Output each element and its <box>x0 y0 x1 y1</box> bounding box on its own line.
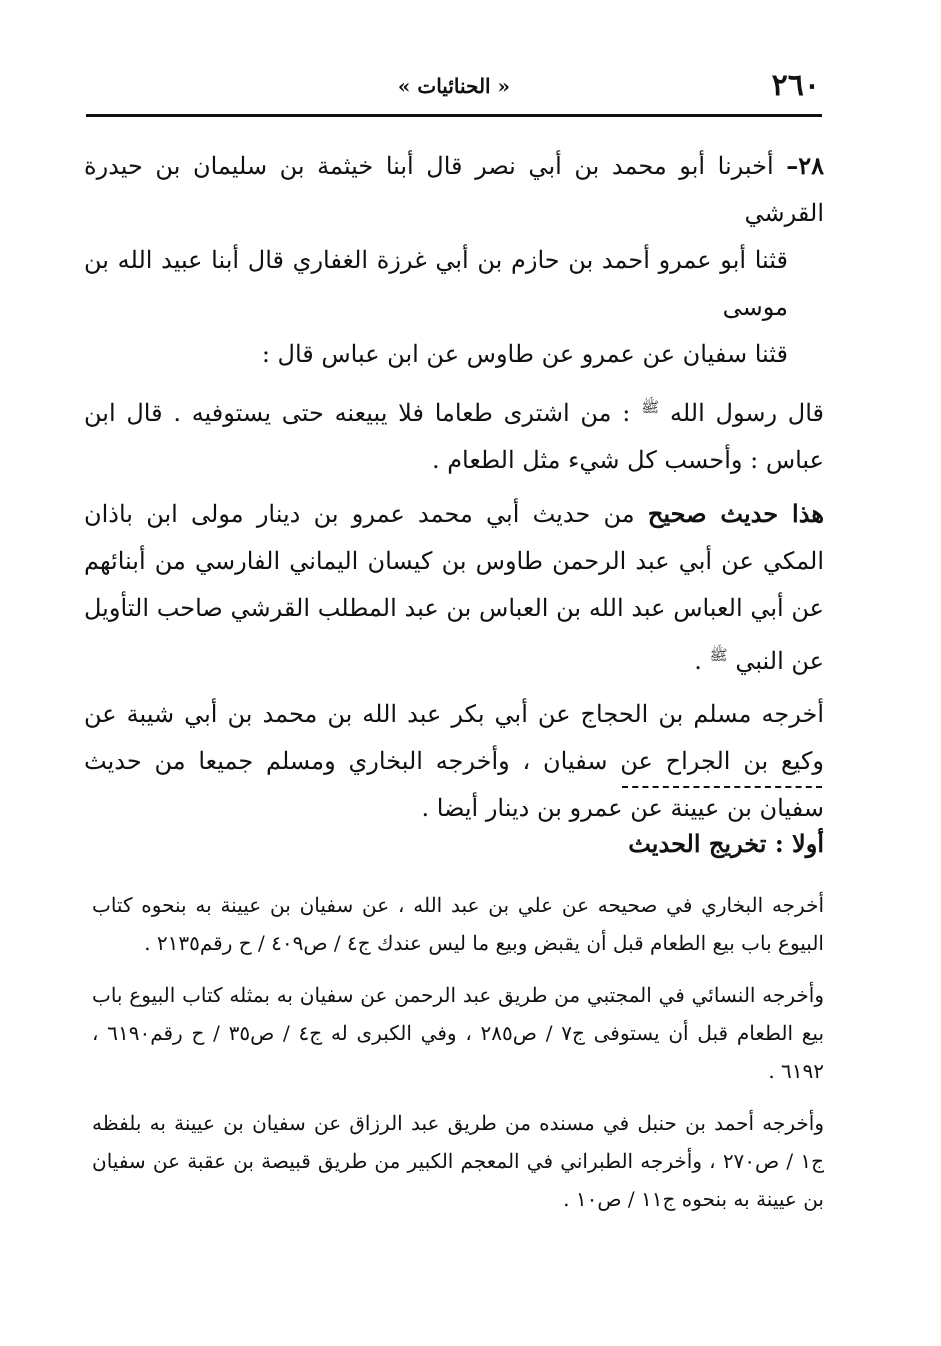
hadith-number: ٢٨– <box>786 151 824 180</box>
isnad-text-1: أخبرنا أبو محمد بن أبي نصر قال أبنا خيثمة بن سليمان بن حيدرة القرشي <box>84 152 824 227</box>
grading-end: . <box>694 647 702 675</box>
isnad-line-3: قثنا سفيان عن عمرو عن طاوس عن ابن عباس قال : <box>261 340 788 368</box>
running-title: « الحنائيات » <box>397 74 511 98</box>
footnotes <box>92 820 824 1232</box>
matn-text-after: : من اشترى طعاما فلا يبيعنه حتى يستوفيه . قال ابن عباس : وأحسب كل شيء مثل الطعام . <box>84 399 824 474</box>
grading-paragraph <box>84 490 824 685</box>
footnote-item: وأخرجه أحمد بن حنبل في مسنده من طريق عبد الرزاق عن سفيان بن عيينة به بلفظه ج١ / ص٢٧٠ ، وأخرجه الطبراني في المعجم الكبير من طريق قبيصة بن عقبة عن سفيان بن عيينة به بنحوه ج١١ / ص١٠ . <box>92 1111 824 1211</box>
matn-paragraph <box>84 384 824 484</box>
page-header <box>88 66 820 110</box>
page-number: ٢٦٠ <box>771 68 820 103</box>
main-text <box>84 142 824 838</box>
matn-text-before: قال رسول الله <box>669 399 825 427</box>
footnote-item: وأخرجه النسائي في المجتبي من طريق عبد الرحمن عن سفيان به بمثله كتاب البيوع باب بيع الطعام قبل أن يستوفى ج٧ / ص٢٨٥ ، وفي الكبرى له ج٤ / ص٣٥ / ح رقم٦١٩٠ ، ٦١٩٢ . <box>92 983 825 1083</box>
header-rule <box>86 114 822 117</box>
takhrij-paragraph: أخرجه مسلم بن الحجاج عن أبي بكر عبد الله بن محمد بن أبي شيبة عن وكيع بن الجراح عن سفيان ، وأخرجه البخاري ومسلم جميعا من حديث سفيان بن عيينة عن عمرو بن دينار أيضا . <box>84 700 824 822</box>
salawat-symbol: ﷺ <box>709 646 728 664</box>
isnad-line-2: قثنا أبو عمرو أحمد بن حازم بن أبي غرزة الغفاري قال أبنا عبيد الله بن موسى <box>84 246 788 321</box>
footnote-item: أخرجه البخاري في صحيحه عن علي بن عبد الله ، عن سفيان بن عيينة به بنحوه كتاب البيوع باب بيع الطعام قبل أن يقبض وبيع ما ليس عندك ج٤ / ص٤٠٩ / ح رقم٢١٣٥ . <box>92 893 824 955</box>
isnad-line-1 <box>84 142 824 237</box>
grading-text: من حديث أبي محمد عمرو بن دينار مولى ابن باذان المكي عن أبي عبد الرحمن طاوس بن كيسان اليماني الفارسي من أبنائهم عن أبي العباس عبد الله بن العباس بن عبد المطلب القرشي صاحب التأويل عن النبي <box>84 500 824 675</box>
isnad-paragraph <box>84 142 824 378</box>
grading-lead: هذا حديث صحيح <box>647 499 824 528</box>
footnote-separator <box>622 786 822 788</box>
salawat-symbol: ﷺ <box>641 398 660 416</box>
footnotes-heading: أولا : تخريج الحديث <box>628 829 824 858</box>
